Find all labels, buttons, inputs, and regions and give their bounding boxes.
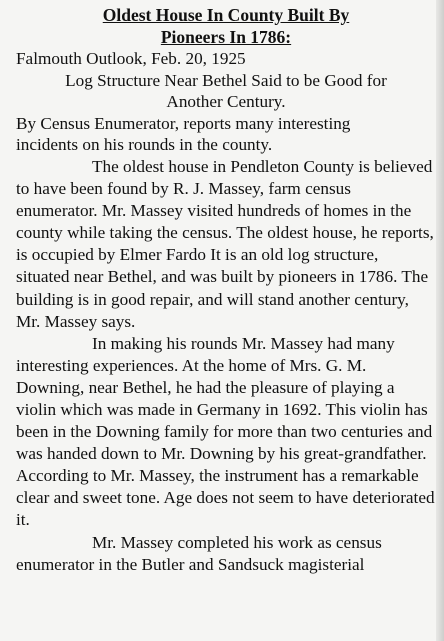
subhead-line-2: Another Century. [166, 92, 286, 112]
byline-line-2: incidents on his rounds in the county. [16, 135, 273, 155]
paragraph-1: The oldest house in Pendleton County is believed to have been found by R. J. Massey, farm census enumerator. Mr. Massey visited hundreds of homes in the county while taking the census. The oldest house, he reports, is occupied by Elmer Fardo It is an old log structure, situated near Bethel, and was built by pioneers in 1786. The building is in good repair, and will stand another century, Mr. Massey says. [16, 156, 434, 331]
paragraph-2: In making his rounds Mr. Massey had many interesting experiences. At the home of Mrs. G. M. Downing, near Bethel, he had the pleasure of playing a violin which was made in Germany in 1692. This violin has been in the Downing family for more than two centuries and was handed down to Mr. Downing by his great-grandfather. According to Mr. Massey, the instrument has a remarkable clear and sweet tone. Age does not seem to have deteriorated it. [16, 333, 435, 530]
article-body [16, 4, 436, 576]
page-edge-shadow [436, 0, 444, 641]
byline-line-1: By Census Enumerator, reports many interesting [16, 113, 351, 133]
subhead-line-1: Log Structure Near Bethel Said to be Good for [65, 70, 387, 90]
headline-line-2: Pioneers In 1786: [160, 27, 292, 47]
paragraph-3: Mr. Massey completed his work as census enumerator in the Butler and Sandsuck magisterial [16, 532, 382, 574]
headline-line-1: Oldest House In County Built By [102, 5, 350, 25]
source-dateline: Falmouth Outlook, Feb. 20, 1925 [16, 49, 246, 68]
